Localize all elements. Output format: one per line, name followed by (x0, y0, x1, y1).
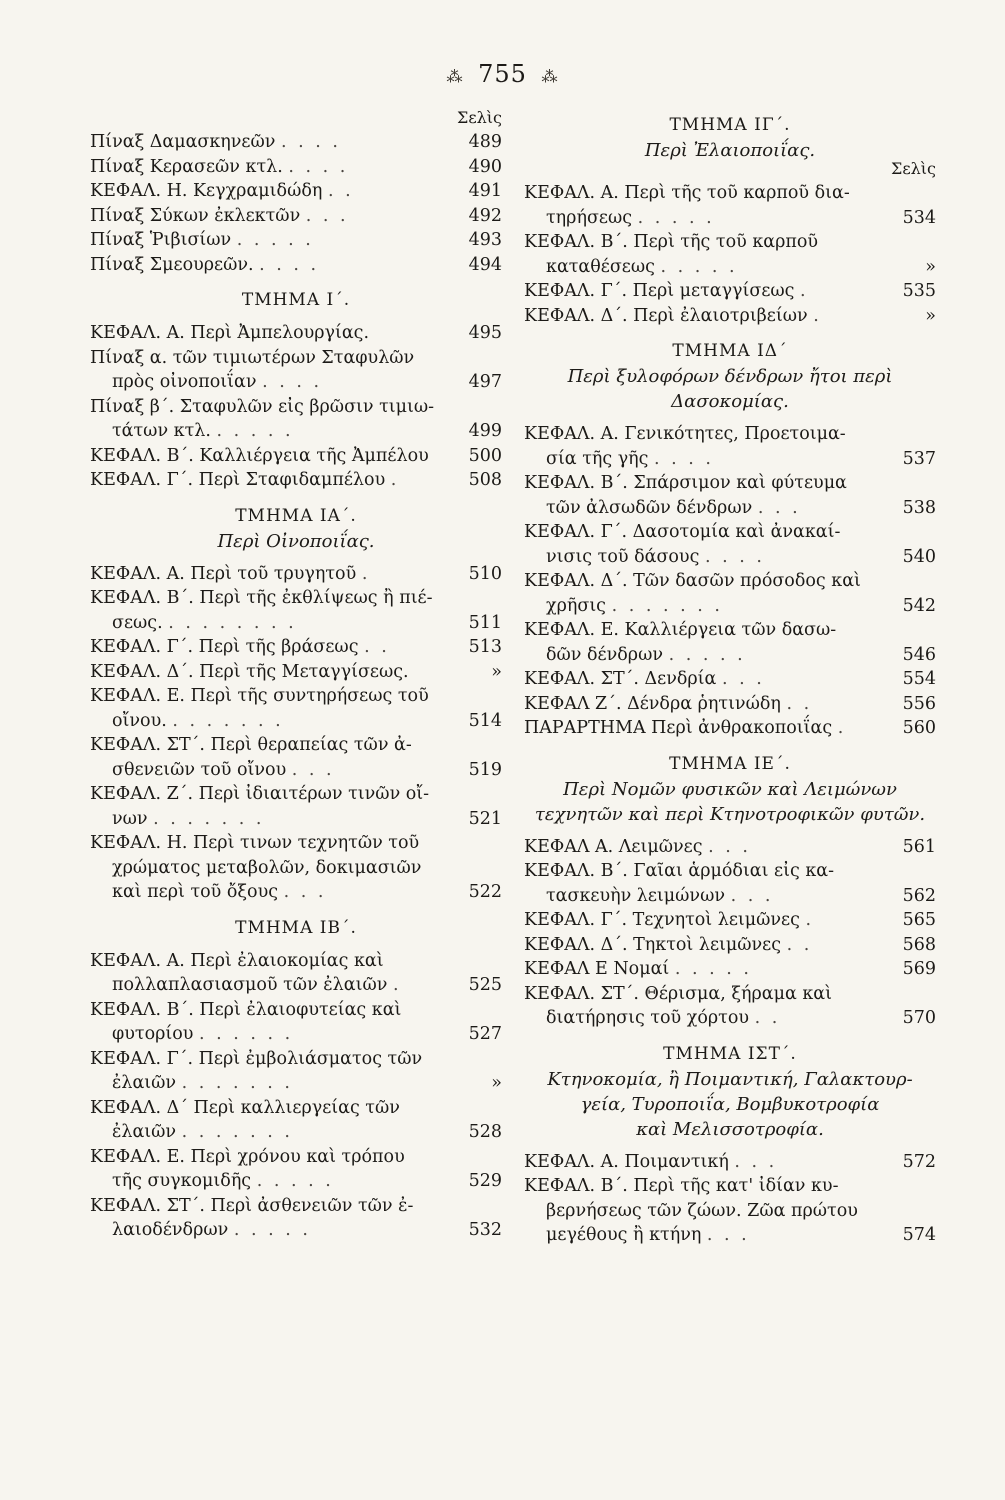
toc-entry-page: 497 (468, 372, 502, 392)
toc-entry-continuation: τάτων κτλ. . . . . . (112, 421, 294, 441)
section-subtitle: τεχνητῶν καὶ περὶ Κτηνοτροφικῶν φυτῶν. (534, 803, 926, 825)
toc-entry-title: ΚΕΦΑΛ. Α. Περὶ τῆς τοῦ καρποῦ δια- (524, 183, 850, 203)
toc-entry-text (524, 982, 884, 1031)
dot-leader: . . . . . . (199, 1024, 294, 1044)
dot-leader: . . . (708, 836, 751, 857)
toc-group (90, 562, 502, 905)
toc-entry (90, 586, 502, 635)
toc-entry (524, 520, 936, 569)
toc-entry-continuation: νισις τοῦ δάσους . . . . (546, 546, 765, 567)
toc-entry (524, 667, 936, 692)
toc-entry (90, 831, 502, 905)
toc-entry-page: » (925, 305, 936, 326)
toc-entry-text (90, 444, 450, 469)
toc-entry (524, 1150, 936, 1175)
toc-entry (524, 1174, 936, 1248)
toc-entry-text (90, 395, 450, 444)
toc-entry-text (524, 304, 884, 329)
toc-entry-text (524, 859, 884, 908)
toc-entry-text (90, 179, 450, 204)
toc-entry-continuation: ἐλαιῶν . . . . . . . (112, 1122, 293, 1142)
toc-entry-page: » (491, 1073, 502, 1093)
toc-entry-page: 568 (902, 934, 936, 955)
toc-entry-title: ΚΕΦΑΛ. Β΄. Περὶ τῆς ἐκθλίψεως ἢ πιέ- (90, 588, 433, 608)
toc-entry-text (90, 228, 450, 253)
toc-entry-text (524, 618, 884, 667)
toc-entry-title: ΚΕΦΑΛ. Α. Περὶ τοῦ τρυγητοῦ . (90, 563, 371, 584)
toc-entry-page: 534 (902, 207, 936, 228)
toc-entry (90, 253, 502, 278)
toc-entry-page: 491 (468, 181, 502, 201)
toc-entry-page: 574 (902, 1225, 936, 1245)
toc-entry (524, 835, 936, 860)
dot-leader: . . . . . . . (172, 710, 284, 731)
section-heading: ΤΜΗΜΑ ΙΒ΄. (235, 917, 357, 938)
toc-entry (90, 155, 502, 180)
toc-entry (524, 422, 936, 471)
dot-leader: . . . . (262, 372, 323, 392)
toc-entry-page: 527 (468, 1024, 502, 1044)
toc-entry (524, 181, 936, 230)
toc-entry-title: ΚΕΦΑΛ. Γ΄. Περὶ τῆς βράσεως . . (90, 637, 390, 657)
toc-entry (524, 692, 936, 717)
toc-entry (524, 957, 936, 982)
toc-entry-continuation: τῶν ἀλσωδῶν δένδρων . . . (546, 497, 801, 518)
toc-entry-page: 492 (468, 205, 502, 226)
toc-entry-page: 495 (468, 323, 502, 343)
toc-entry-page: 514 (468, 710, 502, 731)
toc-entry-page: 511 (468, 612, 502, 633)
toc-entry-title: ΚΕΦΑΛ. Β΄. Περὶ τῆς κατ' ἰδίαν κυ- (524, 1176, 839, 1196)
toc-entry-title: Πίναξ β΄. Σταφυλῶν εἰς βρῶσιν τιμιω- (90, 396, 435, 417)
toc-entry (90, 228, 502, 253)
dot-leader: . . . . (281, 132, 341, 152)
dot-leader: . . . . . (233, 1220, 311, 1240)
toc-entry-page: » (925, 256, 936, 277)
toc-entry-title: ΚΕΦΑΛ. Δ΄ Περὶ καλλιεργείας τῶν (90, 1097, 400, 1118)
toc-entry-page: 537 (902, 448, 936, 469)
toc-entry-page: 554 (902, 669, 936, 689)
toc-entry-page: 570 (902, 1008, 936, 1028)
dot-leader: . . . (757, 497, 801, 518)
toc-entry-title: Πίναξ Κερασεῶν κτλ. . . . . (90, 156, 349, 177)
toc-group (524, 181, 936, 328)
toc-entry-text (524, 422, 884, 471)
toc-entry-title: ΚΕΦΑΛ. Γ΄. Περὶ ἐμβολιάσματος τῶν (90, 1048, 423, 1069)
toc-entry-page: 513 (468, 637, 502, 657)
page-number: 755 (478, 60, 527, 88)
toc-entry-page: 490 (468, 156, 502, 177)
toc-group (90, 130, 502, 277)
section-subtitle: καὶ Μελισσοτροφία. (636, 1118, 824, 1140)
toc-entry-page: 528 (468, 1122, 502, 1142)
toc-entry (90, 1194, 502, 1243)
toc-entry-text (524, 520, 884, 569)
toc-entry-page: 532 (468, 1220, 502, 1240)
toc-entry-title: ΚΕΦΑΛ. Α. Ποιμαντική . . . (524, 1151, 778, 1172)
toc-entry-text (524, 230, 884, 279)
toc-entry (90, 395, 502, 444)
page-column-head: Σελὶς (457, 108, 502, 127)
toc-entry (90, 998, 502, 1047)
toc-entry-continuation: δῶν δένδρων . . . . . (546, 644, 746, 665)
toc-entry-page: 542 (902, 595, 936, 616)
toc-group (90, 321, 502, 493)
toc-entry-continuation: λαιοδένδρων . . . . . (112, 1220, 311, 1240)
dot-leader: . . (327, 181, 354, 201)
section-heading: ΤΜΗΜΑ ΙΕ΄. (669, 753, 791, 774)
toc-entry-title: ΚΕΦΑΛ Ε Νομαί . . . . . (524, 959, 752, 979)
dot-leader: . . . . . (674, 959, 752, 979)
dot-leader: . . (754, 1008, 781, 1028)
dot-leader: . . . . . (256, 1171, 334, 1191)
dot-leader: . . . (305, 205, 349, 226)
dot-leader: . (390, 470, 400, 490)
toc-entry-text (524, 835, 884, 860)
toc-entry (90, 130, 502, 155)
dot-leader: . . . (291, 759, 335, 780)
toc-entry-text (524, 1150, 884, 1175)
toc-group (90, 949, 502, 1243)
toc-entry-title: ΚΕΦΑΛ. Α. Περὶ Ἀμπελουργίας. (90, 323, 370, 343)
toc-entry-continuation: σεως. . . . . . . . . (112, 612, 297, 633)
dot-leader: . . . . . . . (153, 808, 265, 829)
toc-entry-page: 494 (468, 254, 502, 275)
toc-entry-page: 538 (902, 497, 936, 518)
toc-entry (524, 569, 936, 618)
toc-entry-continuation: τῆς συγκομιδῆς . . . . . (112, 1171, 334, 1191)
toc-group (524, 835, 936, 1031)
toc-entry-text (90, 949, 450, 998)
toc-entry-continuation: σθενειῶν τοῦ οἴνου . . . (112, 759, 335, 780)
toc-entry-text (90, 346, 450, 395)
dot-leader: . . . . . . . (181, 1122, 293, 1142)
toc-entry (90, 635, 502, 660)
page-header (0, 60, 1005, 88)
toc-entry (90, 468, 502, 493)
toc-entry-continuation: καὶ περὶ τοῦ ὄξους . . . (112, 882, 327, 902)
toc-entry-continuation: οἴνου. . . . . . . . (112, 710, 284, 731)
toc-entry-text (524, 692, 884, 717)
toc-entry-continuation: καταθέσεως . . . . . (546, 256, 738, 277)
toc-entry-title: ΚΕΦΑΛ. ΣΤ΄. Δενδρία . . . (524, 669, 765, 689)
toc-entry (524, 716, 936, 741)
toc-entry-text (90, 204, 450, 229)
section-heading: ΤΜΗΜΑ ΙΔ΄ (672, 341, 788, 361)
toc-entry-title: ΚΕΦΑΛ. ΣΤ΄. Περὶ θεραπείας τῶν ἀ- (90, 735, 412, 755)
toc-entry-text (524, 279, 884, 304)
toc-entry-title: ΚΕΦΑΛ. Α. Περὶ ἐλαιοκομίας καὶ (90, 950, 384, 971)
dot-leader: . . . . . . . . (168, 612, 297, 633)
toc-entry-text (524, 1174, 884, 1248)
toc-entry-text (90, 1145, 450, 1194)
toc-entry-continuation: τηρήσεως . . . . . (546, 207, 715, 228)
toc-entry-title: ΚΕΦΑΛ. ΣΤ΄. Περὶ ἀσθενειῶν τῶν ἐ- (90, 1195, 414, 1216)
toc-entry-continuation: χρῆσις . . . . . . . (546, 595, 723, 616)
dot-leader: . . . (721, 669, 765, 689)
toc-entry (90, 346, 502, 395)
toc-entry-title: ΚΕΦΑΛ. Δ΄. Τῶν δασῶν πρόσοδος καὶ (524, 571, 861, 591)
dot-leader: . . (364, 637, 390, 657)
toc-entry-text (90, 321, 450, 346)
dot-leader: . . . . (288, 156, 349, 177)
dot-leader: . . . . . . . (181, 1073, 293, 1093)
dot-leader: . . . . . (637, 207, 715, 228)
dot-leader: . (361, 563, 371, 584)
toc-entry-title: ΚΕΦΑΛ. Β΄. Περὶ τῆς τοῦ καρποῦ (524, 232, 819, 252)
dot-leader: . . . . (654, 448, 714, 469)
toc-group (524, 422, 936, 741)
dot-leader: . . . (283, 882, 327, 902)
toc-entry-title: ΚΕΦΑΛ. Ε. Περὶ τῆς συντηρήσεως τοῦ (90, 686, 429, 706)
toc-entry-page: 572 (902, 1151, 936, 1172)
toc-entry-continuation: τασκευὴν λειμώνων . . . (546, 885, 774, 906)
toc-entry-title: Πίναξ Σύκων ἐκλεκτῶν . . . (90, 205, 349, 226)
toc-entry-page: 525 (468, 975, 502, 995)
section-heading: ΤΜΗΜΑ ΙΣΤ΄. (663, 1043, 797, 1064)
toc-entry-continuation: διατήρησις τοῦ χόρτου . . (546, 1008, 781, 1028)
toc-entry-text (90, 1194, 450, 1243)
dot-leader: . . . (706, 1225, 750, 1245)
toc-entry-title: ΚΕΦΑΛ. Α. Γενικότητες, Προετοιμα- (524, 424, 846, 444)
toc-entry-title: ΚΕΦΑΛ. Δ΄. Περὶ ἐλαιοτριβείων . (524, 305, 822, 326)
section-subtitle: Περὶ ξυλοφόρων δένδρων ἤτοι περὶ (567, 366, 893, 387)
toc-entry-continuation: σία τῆς γῆς . . . . (546, 448, 714, 469)
toc-entry-title: ΚΕΦΑΛ. Ε. Περὶ χρόνου καὶ τρόπου (90, 1146, 405, 1167)
toc-entry-page: 510 (468, 563, 502, 584)
toc-entry-continuation: μεγέθους ἢ κτήνη . . . (546, 1225, 750, 1245)
page-column-head: Σελὶς (891, 159, 936, 178)
dot-leader: . (392, 975, 402, 995)
section-subtitle: Κτηνοκομία, ἢ Ποιμαντική, Γαλακτουρ- (547, 1068, 913, 1090)
toc-entry (90, 562, 502, 587)
dot-leader: . . . . . (660, 256, 738, 277)
toc-entry-text (524, 181, 884, 230)
toc-entry-title: ΚΕΦΑΛ. Δ΄. Τηκτοὶ λειμῶνες . . (524, 934, 813, 955)
toc-entry-continuation: φυτορίου . . . . . . (112, 1024, 294, 1044)
toc-entry-page: 540 (902, 546, 936, 567)
toc-entry-continuation: πρὸς οἰνοποιΐαν . . . . (112, 372, 323, 392)
toc-entry-page: » (491, 661, 502, 682)
section-subtitle: Περὶ Οἰνοποιΐας. (217, 530, 375, 552)
toc-entry-text (524, 908, 884, 933)
ornament-left-icon: ⁂ (446, 67, 464, 86)
toc-entry-text (524, 716, 884, 741)
toc-entry-text (90, 468, 450, 493)
toc-entry (90, 179, 502, 204)
dot-leader: . . . . . (668, 644, 746, 665)
toc-entry-title: ΚΕΦΑΛ. Ε. Καλλιέργεια τῶν δασω- (524, 620, 837, 640)
toc-entry-page: 493 (468, 230, 502, 250)
toc-entry (524, 933, 936, 958)
toc-entry-title: ΚΕΦΑΛ Ζ΄. Δένδρα ῥητινώδη . . (524, 693, 813, 714)
toc-entry-page: 561 (902, 836, 936, 857)
toc-entry-title: Πίναξ α. τῶν τιμιωτέρων Σταφυλῶν (90, 347, 415, 368)
toc-entry (524, 982, 936, 1031)
toc-entry-text (90, 831, 450, 905)
toc-entry-page: 529 (468, 1171, 502, 1191)
dot-leader: . . . . (259, 254, 320, 275)
toc-entry-title: Πίναξ Δαμασκηνεῶν . . . . (90, 132, 341, 152)
ornament-right-icon: ⁂ (541, 67, 559, 86)
dot-leader: . . . . (704, 546, 765, 567)
section-heading: ΤΜΗΜΑ Ι΄. (241, 290, 351, 310)
toc-entry (90, 321, 502, 346)
section-subtitle: Περὶ Νομῶν φυσικῶν καὶ Λειμώνων (563, 778, 897, 800)
toc-entry-title: Πίναξ Ῥιβισίων . . . . . (90, 230, 314, 250)
toc-entry-page: 519 (468, 759, 502, 780)
toc-entry-title: ΚΕΦΑΛ. Η. Κεγχραμιδώδη . . (90, 181, 354, 201)
toc-entry-title: ΚΕΦΑΛ. Ζ΄. Περὶ ἰδιαιτέρων τινῶν οἴ- (90, 784, 430, 804)
section-subtitle: Περὶ Ἐλαιοποιΐας. (644, 140, 816, 161)
toc-entry (524, 279, 936, 304)
toc-entry-text (90, 586, 450, 635)
toc-entry-text (90, 253, 450, 278)
toc-entry-text (90, 635, 450, 660)
toc-entry-page: 521 (468, 808, 502, 829)
toc-entry-title: ΚΕΦΑΛ. Γ΄. Περὶ Σταφιδαμπέλου . (90, 470, 400, 490)
toc-entry-page: 569 (902, 959, 936, 979)
toc-entry (524, 908, 936, 933)
toc-entry-page: 535 (902, 281, 936, 301)
toc-entry (524, 471, 936, 520)
toc-entry-continuation: ἐλαιῶν . . . . . . . (112, 1073, 293, 1093)
toc-entry (90, 949, 502, 998)
toc-entry (524, 230, 936, 279)
toc-entry-page: 500 (468, 445, 502, 466)
toc-group (524, 1150, 936, 1248)
toc-entry-title: ΚΕΦΑΛ. Η. Περὶ τινων τεχνητῶν τοῦ (90, 833, 420, 853)
toc-entry-title: ΚΕΦΑΛ Α. Λειμῶνες . . . (524, 836, 751, 857)
toc-entry-text (90, 130, 450, 155)
dot-leader: . . . . . (236, 230, 314, 250)
dot-leader: . . . . . (216, 421, 294, 441)
toc-entry-continuation: χρώματος μεταβολῶν, δοκιμασιῶν (112, 857, 422, 878)
section-subtitle: Δασοκομίας. (671, 391, 789, 412)
toc-entry-page: 560 (902, 718, 936, 738)
toc-entry-text (524, 569, 884, 618)
dot-leader: . . . (730, 885, 774, 906)
toc-entry-continuation: βερνήσεως τῶν ζώων. Ζῶα πρώτου (546, 1200, 858, 1221)
section-subtitle: γεία, Τυροποιΐα, Βομβυκοτροφία (580, 1093, 880, 1115)
toc-entry-text (90, 684, 450, 733)
section-heading: ΤΜΗΜΑ ΙΓ΄. (669, 115, 791, 135)
toc-entry-title: ΚΕΦΑΛ. Γ΄. Δασοτομία καὶ ἀνακαί- (524, 522, 841, 542)
toc-entry-title: Πίναξ Σμεουρεῶν. . . . . (90, 254, 320, 275)
toc-entry-title: ΚΕΦΑΛ. Γ΄. Περὶ μεταγγίσεως . (524, 281, 809, 301)
toc-entry-page: 489 (468, 132, 502, 152)
toc-entry-text (90, 782, 450, 831)
toc-entry-page: 522 (468, 882, 502, 902)
toc-entry (90, 660, 502, 685)
toc-entry (90, 733, 502, 782)
toc-entry-title: ΚΕΦΑΛ. ΣΤ΄. Θέρισμα, ξήραμα καὶ (524, 983, 832, 1004)
toc-entry (90, 1145, 502, 1194)
dot-leader: . . . . . . . (611, 595, 723, 616)
toc-entry-text (524, 471, 884, 520)
toc-entry (524, 304, 936, 329)
dot-leader: . (813, 305, 822, 326)
toc-entry-title: ΠΑΡΑΡΤΗΜΑ Περὶ ἀνθρακοποιΐας . (524, 718, 847, 738)
toc-entry-continuation: νων . . . . . . . (112, 808, 265, 829)
toc-entry-text (90, 1047, 450, 1096)
dot-leader: . . (786, 693, 813, 714)
dot-leader: . . . (734, 1151, 778, 1172)
toc-entry-continuation: πολλαπλασιασμοῦ τῶν ἐλαιῶν . (112, 975, 402, 995)
toc-entry-text (90, 155, 450, 180)
left-column (90, 108, 502, 1243)
toc-entry-title: ΚΕΦΑΛ. Β΄. Περὶ ἐλαιοφυτείας καὶ (90, 999, 402, 1020)
dot-leader: . (800, 281, 809, 301)
toc-entry-page: 546 (902, 644, 936, 665)
toc-entry-page: 508 (468, 470, 502, 490)
toc-entry (524, 859, 936, 908)
toc-entry-text (524, 957, 884, 982)
toc-entry-title: ΚΕΦΑΛ. Δ΄. Περὶ τῆς Μεταγγίσεως. (90, 661, 409, 682)
toc-entry-title: ΚΕΦΑΛ. Β΄. Σπάρσιμον καὶ φύτευμα (524, 473, 847, 493)
toc-entry-page: 499 (468, 421, 502, 441)
toc-entry-text (524, 667, 884, 692)
toc-entry-title: ΚΕΦΑΛ. Β΄. Καλλιέργεια τῆς Ἀμπέλου (90, 445, 429, 466)
dot-leader: . . (786, 934, 813, 955)
toc-entry-page: 556 (902, 693, 936, 714)
toc-entry-page: 565 (902, 910, 936, 930)
dot-leader: . (837, 718, 847, 738)
toc-entry (90, 684, 502, 733)
toc-entry-text (90, 660, 450, 685)
toc-entry-text (524, 933, 884, 958)
toc-entry (90, 782, 502, 831)
right-column (524, 112, 936, 1248)
toc-entry (90, 204, 502, 229)
toc-entry-page: 562 (902, 885, 936, 906)
toc-entry (524, 618, 936, 667)
toc-entry-text (90, 998, 450, 1047)
toc-entry (90, 1047, 502, 1096)
dot-leader: . (805, 910, 815, 930)
toc-entry (90, 444, 502, 469)
toc-entry-text (90, 733, 450, 782)
toc-entry-title: ΚΕΦΑΛ. Β΄. Γαῖαι ἁρμόδιαι εἰς κα- (524, 861, 835, 881)
toc-entry-text (90, 1096, 450, 1145)
toc-entry-text (90, 562, 450, 587)
toc-entry-title: ΚΕΦΑΛ. Γ΄. Τεχνητοὶ λειμῶνες . (524, 910, 815, 930)
section-heading: ΤΜΗΜΑ ΙΑ΄. (235, 505, 357, 526)
toc-entry (90, 1096, 502, 1145)
